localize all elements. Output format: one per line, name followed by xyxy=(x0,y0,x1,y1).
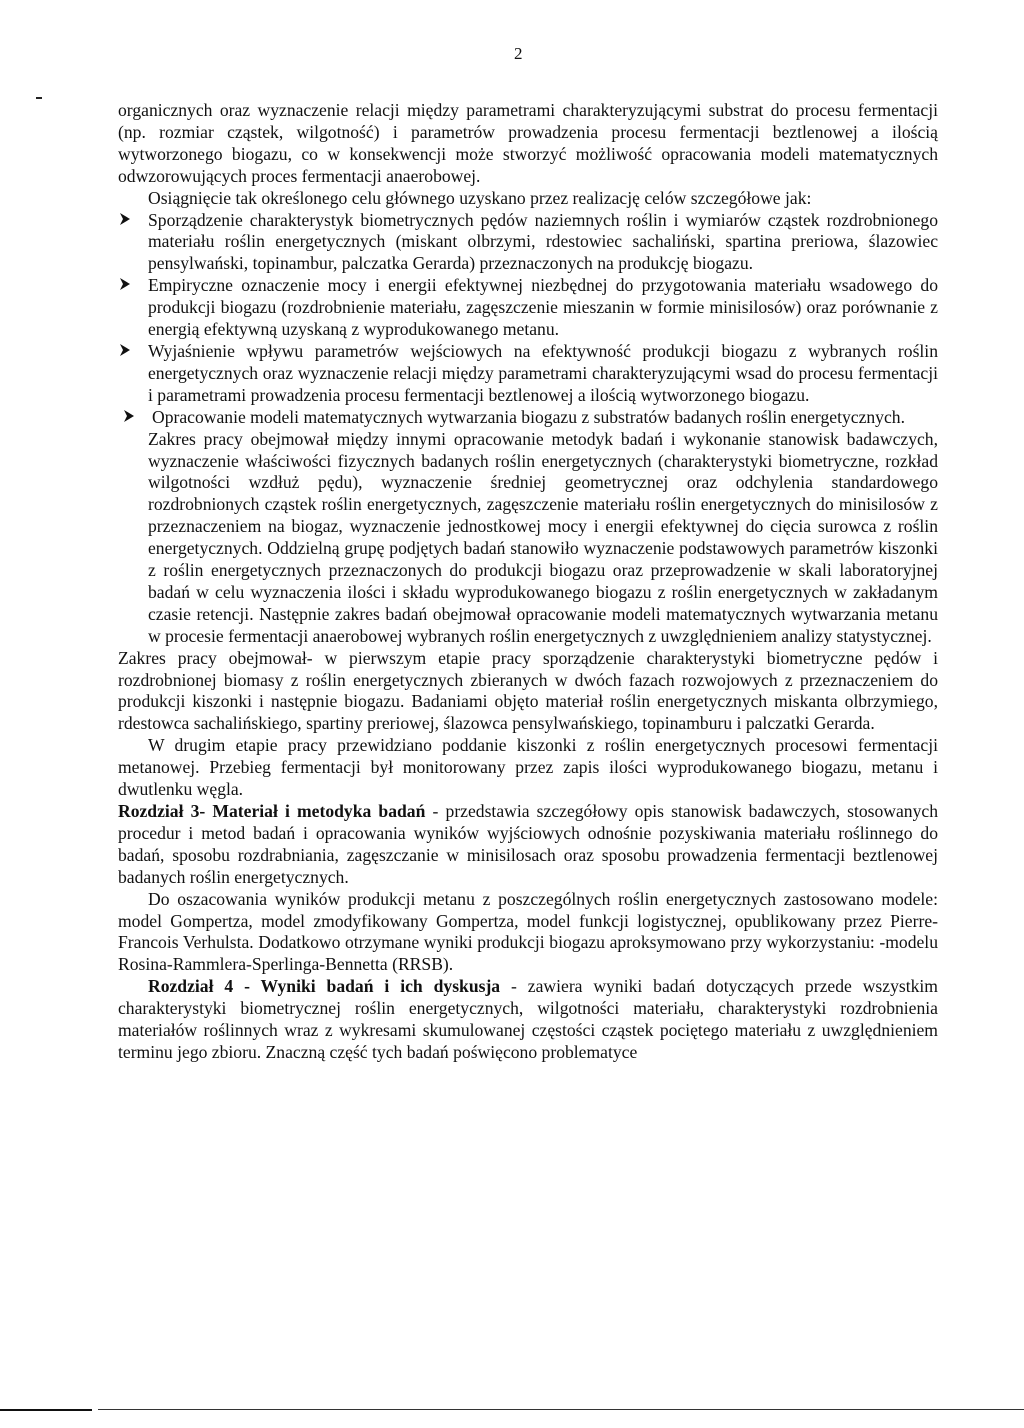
arrow-bullet-icon xyxy=(118,341,140,363)
arrow-bullet-icon xyxy=(118,275,140,297)
objective-item-2 xyxy=(118,275,938,341)
scope-indented-paragraph: Zakres pracy obejmował między innymi opracowanie metodyk badań i wykonanie stanowisk badawczych, wyznaczenie właściwości fizycznych badanych roślin energetycznych (charakterystyki biometryczne, rozkład wilgotności wzdłuż pędu), wyznaczenie średniej geometrycznej oraz odchylenia standardowego rozdrobnionych cząstek roślin energetycznych, zagęszczenie materiału roślin energetycznych do minisilosów z przeznaczeniem na biogaz, wyznaczenie jednostkowej mocy i energii efektywnej do cięcia surowca z roślin energetycznych. Oddzielną grupę podjętych badań stanowiło wyznaczenie podstawowych parametrów kiszonki z roślin energetycznych przeznaczonych do produkcji biogazu oraz przeprowadzenie w skali laboratoryjnej badań w celu wyznaczenia ilości i składu wyprodukowanego biogazu z roślin energetycznych w zakładanym czasie retencji. Następnie zakres badań obejmował opracowanie modeli matematycznych wytwarzania metanu w procesie fermentacji anaerobowej wybranych roślin energetycznych z uwzględnieniem analizy statystycznej. xyxy=(148,428,938,646)
objective-item-1 xyxy=(118,210,938,276)
arrow-bullet-icon xyxy=(118,210,140,232)
objective-item-4 xyxy=(118,407,938,429)
goal-paragraph: Osiągnięcie tak określonego celu głównego uzyskano przez realizację celów szczegółowe jak: xyxy=(148,187,812,208)
objective-item-3 xyxy=(118,341,938,407)
chapter4-text: - zawiera wyniki badań dotyczących przede wszystkim charakterystyki biometrycznej roślin energetycznych, wilgotności materiału, charakterystyki rozdrobnienia materiałów roślinnych wraz z wykresami skumulowanej częstości cząstek pociętego materiału z uwzględnieniem terminu jego zbioru. Znaczną część tych badań poświęcono problematyce xyxy=(118,976,938,1062)
objectives-list xyxy=(118,210,938,429)
page-number: 2 xyxy=(514,44,523,63)
chapter4-paragraph xyxy=(118,976,938,1064)
chapter3-paragraph xyxy=(118,801,938,889)
objective-text: Sporządzenie charakterystyk biometrycznych pędów naziemnych roślin i wymiarów cząstek rozdrobnionego materiału roślin energetycznych (miskant olbrzymi, rdestowiec sachaliński, spartina preriowa, ślazowiec pensylwański, topinambur, palczatka Gerarda) przeznaczonych na produkcję biogazu. xyxy=(148,209,938,274)
scan-mark xyxy=(36,97,42,99)
chapter3-text: - przedstawia szczegółowy opis stanowisk badawczych, stosowanych procedur i metod badań i opracowania wyników wyjściowych odnośnie pozyskiwania materiału roślinnego do badań, sposobu rozdrabniania, zagęszczanie w minisilosach oraz sposobu prowadzenia fermentacji beztlenowej badanych roślin energetycznych. xyxy=(118,801,938,887)
scope-stage1-paragraph: Zakres pracy obejmował- w pierwszym etapie pracy sporządzenie charakterystyki biometryczne pędów i rozdrobnionej biomasy z roślin energetycznych zbieranych w dwóch fazach rozwojowych z przeznaczeniem do produkcji kiszonki i następnie biogazu. Badaniami objęto materiał roślin energetycznych miskanta olbrzymiego, rdestowca sachalińskiego, spartiny preriowej, ślazowca pensylwańskiego, topinamburu i palczatki Gerarda. xyxy=(118,647,938,734)
chapter3-title: Rozdział 3- Materiał i metodyka badań xyxy=(118,801,426,821)
objective-text: Wyjaśnienie wpływu parametrów wejściowych na efektywność produkcji biogazu z wybranych roślin energetycznych oraz wyznaczenie relacji między parametrami charakteryzującymi wsad do procesu fermentacji i parametrami prowadzenia procesu fermentacji beztlenowej a ilością wytworzonego biogazu. xyxy=(148,340,938,405)
objective-text: Opracowanie modeli matematycznych wytwarzania biogazu z substratów badanych roślin energetycznych. xyxy=(152,406,905,427)
scan-edge-line xyxy=(98,1409,1024,1410)
intro-paragraph: organicznych oraz wyznaczenie relacji między parametrami charakteryzującymi substrat do procesu fermentacji (np. rozmiar cząstek, wilgotność) i parametrów prowadzenia procesu fermentacji beztlenowej a ilością wytworzonego biogazu, co w konsekwencji może stworzyć możliwość opracowania modeli matematycznych odwzorowujących proces fermentacji anaerobowej. xyxy=(118,100,938,186)
scan-edge-line xyxy=(0,1409,92,1411)
arrow-bullet-icon xyxy=(122,407,144,429)
page-content xyxy=(118,100,938,1064)
models-paragraph: Do oszacowania wyników produkcji metanu z poszczególnych roślin energetycznych zastosowano modele: model Gompertza, model zmodyfikowany Gompertza, model funkcji logistycznej, opublikowany przez Pierre-Francois Verhulsta. Dodatkowo otrzymane wyniki produkcji biogazu aproksymowano przy wykorzystaniu: -modelu Rosina-Rammlera-Sperlinga-Bennetta (RRSB). xyxy=(118,888,938,975)
objective-text: Empiryczne oznaczenie mocy i energii efektywnej niezbędnej do przygotowania materiału wsadowego do produkcji biogazu (rozdrobnienie materiału, zagęszczenie mieszanin w formie minisilosów) oraz porównanie z energią efektywną uzyskaną z wyprodukowanego metanu. xyxy=(148,275,938,340)
chapter4-title: Rozdział 4 - Wyniki badań i ich dyskusja xyxy=(148,976,501,997)
scope-stage2-paragraph: W drugim etapie pracy przewidziano poddanie kiszonki z roślin energetycznych procesowi fermentacji metanowej. Przebieg fermentacji był monitorowany przez zapis ilości wyprodukowanego biogazu, metanu i dwutlenku węgla. xyxy=(118,735,938,800)
